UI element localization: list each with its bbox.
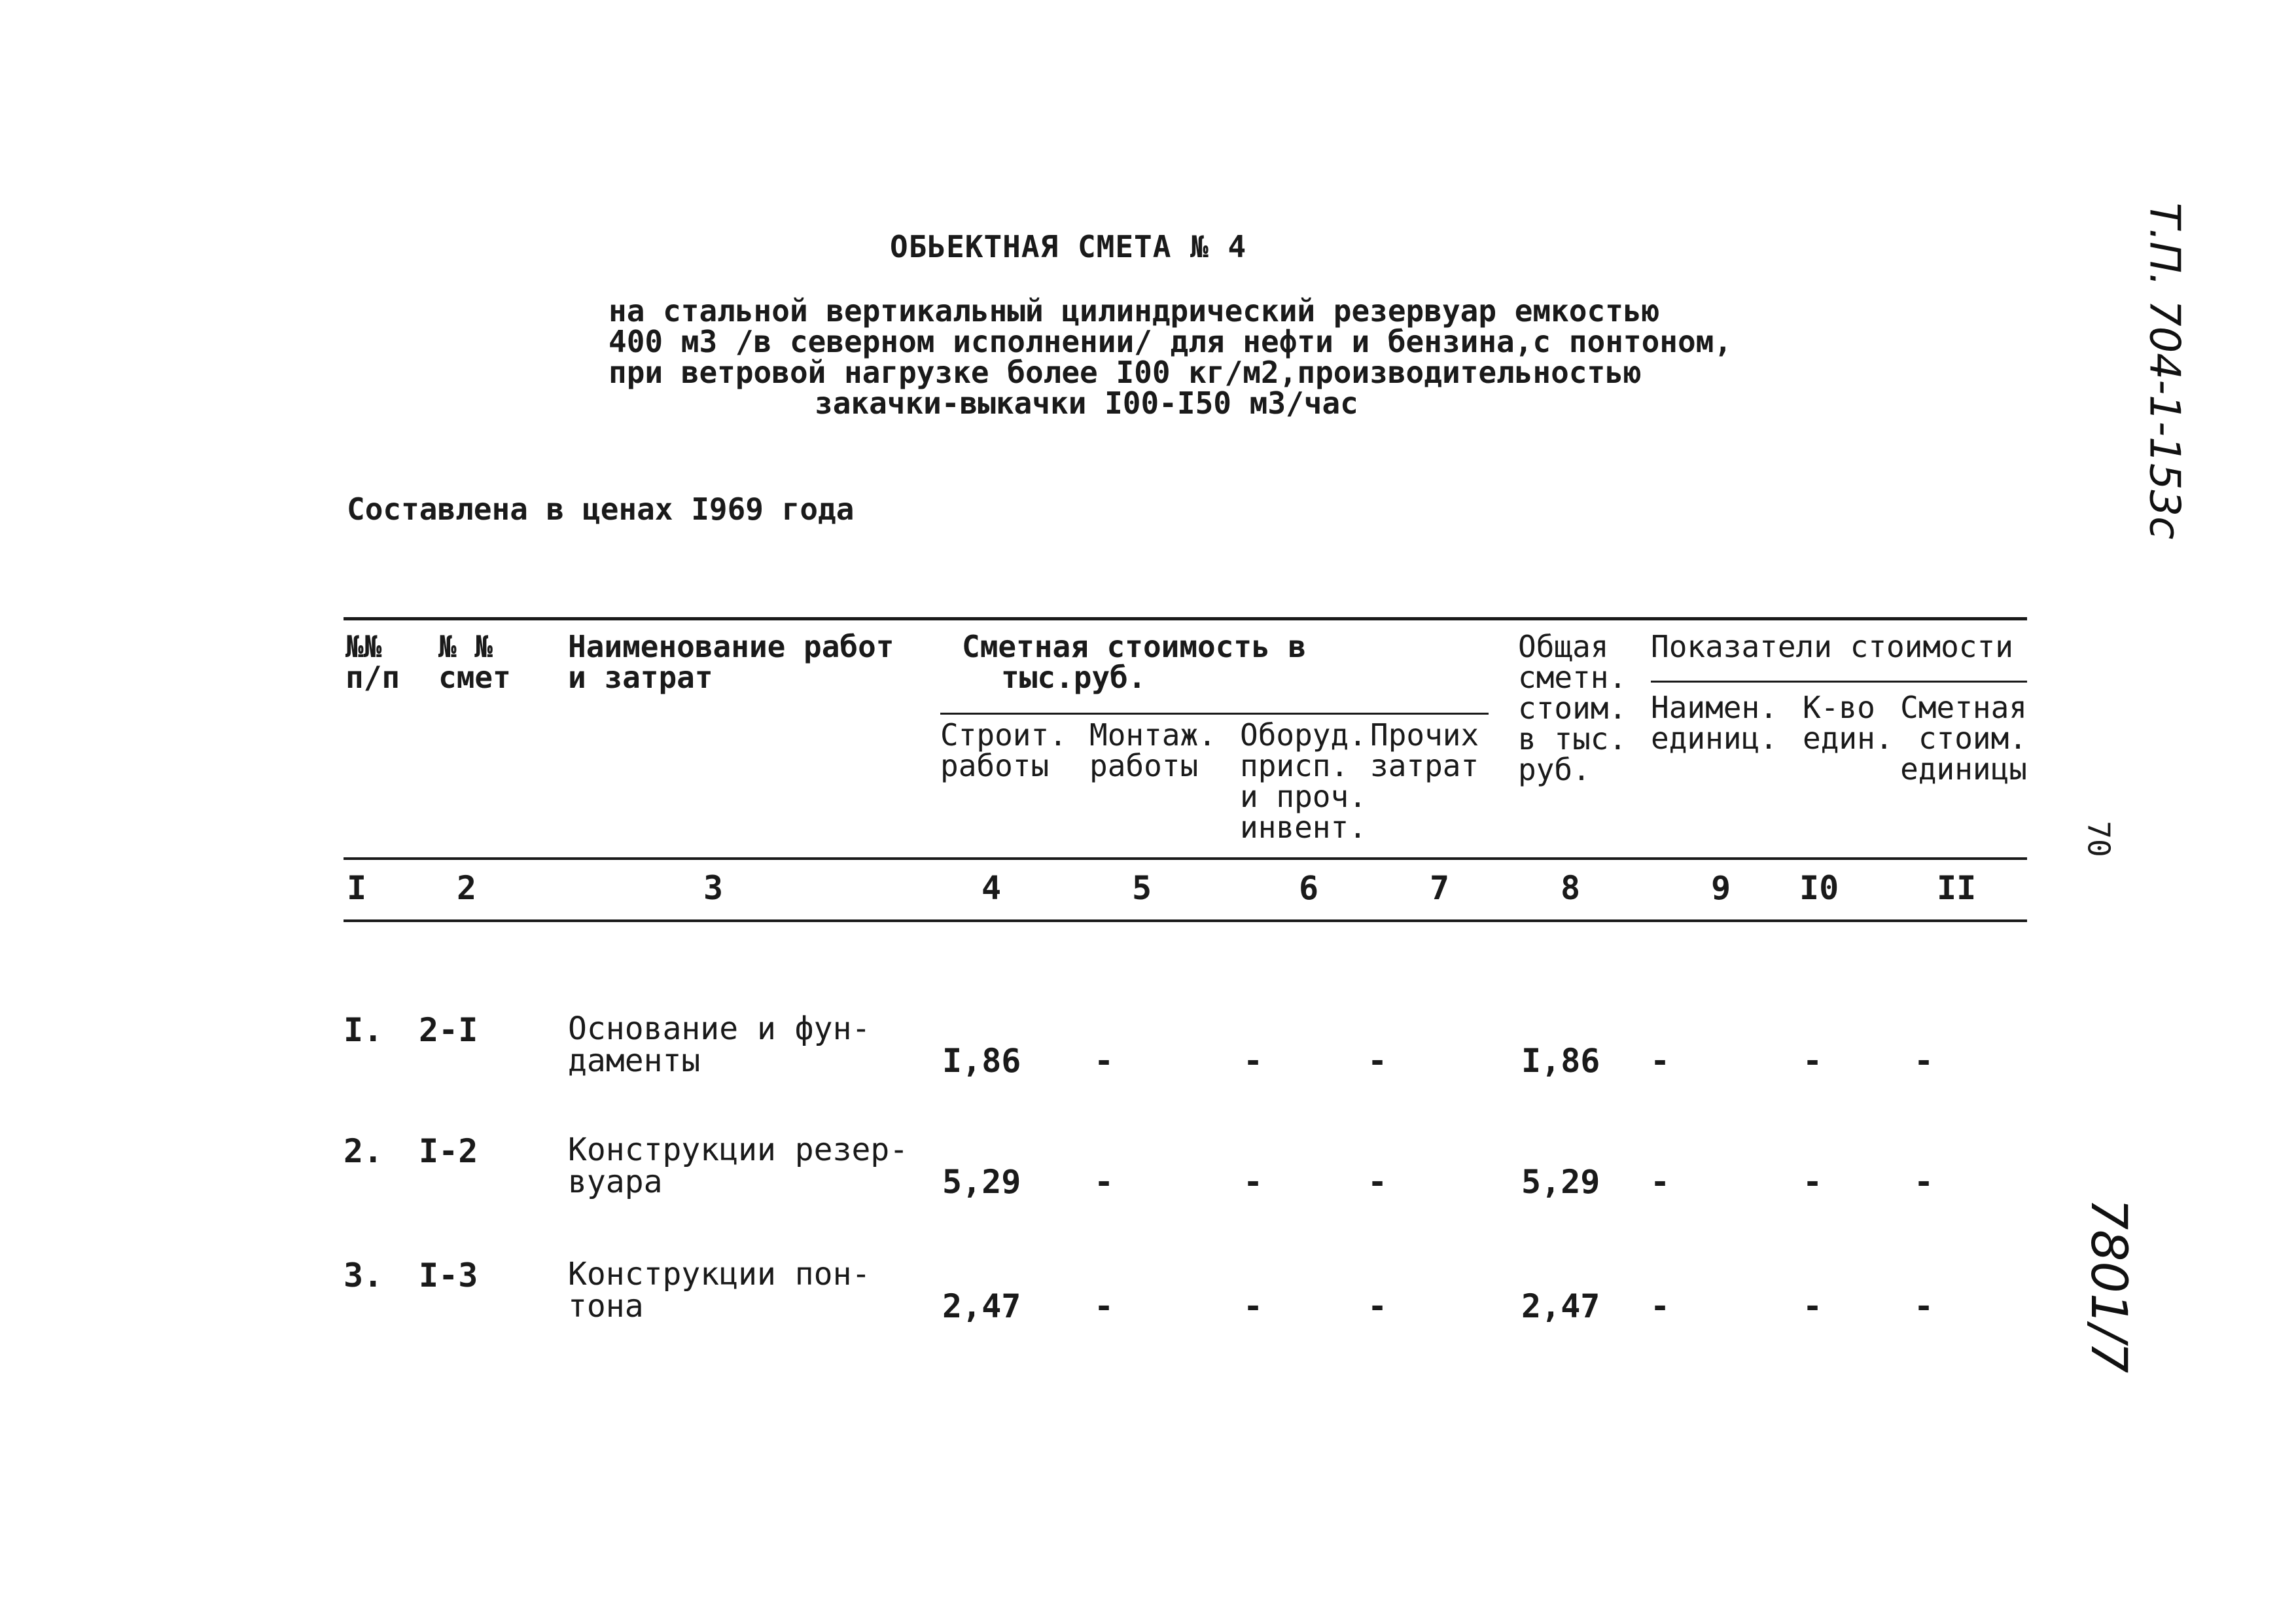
row-equipment-cost: - bbox=[1243, 1287, 1263, 1325]
subtitle-line-3: при ветровой нагрузке более I00 кг/м2,производительностью bbox=[609, 355, 1642, 390]
hdr-cost-group: Сметная стоимость в тыс.руб. bbox=[962, 629, 1307, 695]
row-total-cost: 2,47 bbox=[1521, 1287, 1600, 1325]
row-equipment-cost: - bbox=[1243, 1163, 1263, 1201]
hdr-col-10: К-во един. bbox=[1803, 690, 1894, 756]
row-name: Основание и фун- даменты bbox=[568, 1010, 871, 1079]
row-other-cost: - bbox=[1368, 1163, 1388, 1201]
row-name: Конструкции пон- тона bbox=[568, 1256, 871, 1325]
row-installation-cost: - bbox=[1094, 1042, 1114, 1080]
page-number: 70 bbox=[2081, 821, 2117, 857]
hdr-col-2: № № смет bbox=[438, 629, 511, 695]
col-number-8: 8 bbox=[1561, 869, 1581, 907]
row-unit-name: - bbox=[1650, 1287, 1670, 1325]
row-unit-cost: - bbox=[1914, 1163, 1934, 1201]
row-other-cost: - bbox=[1368, 1287, 1388, 1325]
row-installation-cost: - bbox=[1094, 1163, 1114, 1201]
row-smeta-number: I-3 bbox=[419, 1257, 478, 1294]
prices-note: Составлена в ценах I969 года bbox=[347, 491, 855, 527]
col-number-2: 2 bbox=[457, 869, 477, 907]
subtitle-line-1: на стальной вертикальный цилиндрический резервуар емкостью bbox=[609, 293, 1660, 329]
margin-project-code: Т.П. 704-1-153с bbox=[2140, 202, 2189, 540]
hdr-col-8: Общая сметн. стоим. в тыс. руб. bbox=[1518, 629, 1627, 787]
indicator-group-rule bbox=[1651, 681, 2027, 683]
subtitle-line-2: 400 м3 /в северном исполнении/ для нефти и бензина,с понтоном, bbox=[609, 324, 1733, 359]
header-bottom-rule bbox=[344, 857, 2027, 860]
subtitle-line-4: закачки-выкачки I00-I50 м3/час bbox=[815, 385, 1358, 421]
hdr-col-1: №№ п/п bbox=[345, 629, 400, 695]
col-number-11: II bbox=[1937, 869, 1977, 907]
row-construction-cost: 5,29 bbox=[942, 1163, 1021, 1201]
hdr-col-4: Строит. работы bbox=[940, 717, 1067, 783]
row-installation-cost: - bbox=[1094, 1287, 1114, 1325]
col-number-6: 6 bbox=[1299, 869, 1319, 907]
col-number-10: I0 bbox=[1799, 869, 1839, 907]
hdr-col-5: Монтаж. работы bbox=[1089, 717, 1216, 783]
col-number-3: 3 bbox=[703, 869, 724, 907]
row-unit-cost: - bbox=[1914, 1042, 1934, 1080]
hdr-col-6: Оборуд. присп. и проч. инвент. bbox=[1240, 717, 1367, 845]
table-top-rule bbox=[344, 617, 2027, 620]
row-unit-cost: - bbox=[1914, 1287, 1934, 1325]
row-unit-count: - bbox=[1803, 1163, 1823, 1201]
row-other-cost: - bbox=[1368, 1042, 1388, 1080]
col-number-5: 5 bbox=[1132, 869, 1152, 907]
hdr-col-11: Сметная стоим. единицы bbox=[1900, 690, 2027, 787]
row-unit-count: - bbox=[1803, 1287, 1823, 1325]
row-name: Конструкции резер- вуара bbox=[568, 1132, 909, 1200]
col-number-7: 7 bbox=[1430, 869, 1450, 907]
row-number: 3. bbox=[344, 1257, 383, 1294]
col-number-9: 9 bbox=[1711, 869, 1731, 907]
col-number-4: 4 bbox=[981, 869, 1002, 907]
row-smeta-number: I-2 bbox=[419, 1132, 478, 1170]
row-construction-cost: 2,47 bbox=[942, 1287, 1021, 1325]
hdr-indicator-group: Показатели стоимости bbox=[1651, 629, 2013, 664]
col-number-1: I bbox=[347, 869, 367, 907]
row-unit-name: - bbox=[1650, 1163, 1670, 1201]
row-total-cost: I,86 bbox=[1521, 1042, 1600, 1080]
row-equipment-cost: - bbox=[1243, 1042, 1263, 1080]
row-smeta-number: 2-I bbox=[419, 1011, 478, 1049]
cost-group-rule bbox=[940, 713, 1489, 715]
row-number: I. bbox=[344, 1011, 383, 1049]
inventory-number: 7801/7 bbox=[2080, 1198, 2139, 1374]
row-unit-count: - bbox=[1803, 1042, 1823, 1080]
row-construction-cost: I,86 bbox=[942, 1042, 1021, 1080]
hdr-col-3: Наименование работ и затрат bbox=[568, 629, 894, 695]
col-numbers-rule bbox=[344, 919, 2027, 922]
row-total-cost: 5,29 bbox=[1521, 1163, 1600, 1201]
document-title: ОБЬЕКТНАЯ СМЕТА № 4 bbox=[890, 229, 1247, 264]
row-unit-name: - bbox=[1650, 1042, 1670, 1080]
hdr-col-9: Наимен. единиц. bbox=[1651, 690, 1778, 756]
row-number: 2. bbox=[344, 1132, 383, 1170]
hdr-col-7: Прочих затрат bbox=[1370, 717, 1479, 783]
